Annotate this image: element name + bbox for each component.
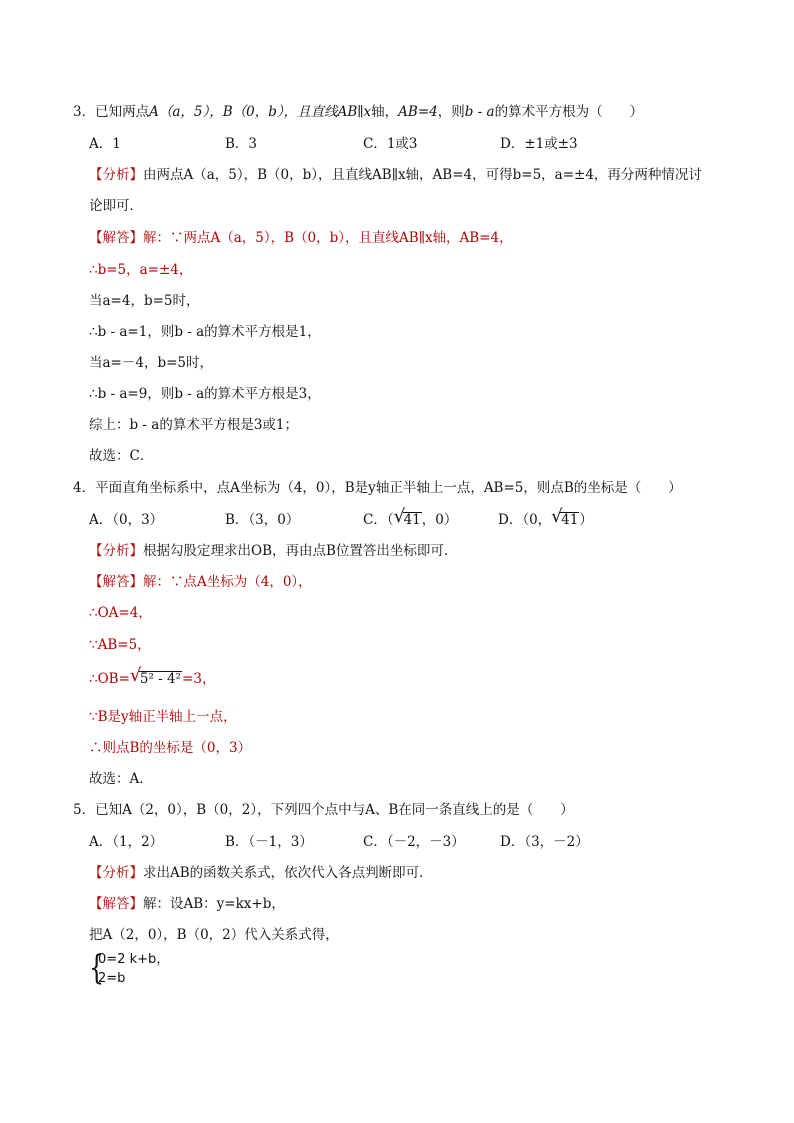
q5-stem: 5．已知A（2，0），B（0，2），下列四个点中与A、B在同一条直线上的是（ ） bbox=[73, 802, 574, 818]
q3-stem-ask: 的算术平方根为（ ） bbox=[494, 104, 644, 120]
solution-tag: 【解答】 bbox=[89, 574, 143, 590]
q4-ob-label: ∴OB= bbox=[89, 671, 130, 687]
q4-option-d-pre: D．（0， bbox=[498, 512, 552, 528]
q4-solution-line bbox=[89, 665, 216, 688]
q3-solution-line: 当a=－4，b=5时， bbox=[89, 355, 213, 371]
q3-analysis bbox=[89, 166, 702, 184]
q4-analysis bbox=[89, 542, 457, 560]
q3-solution-line: ∴b - a=1，则b - a的算术平方根是1， bbox=[89, 324, 321, 340]
q5-solution-line: 解：设AB：y=kx+b， bbox=[143, 896, 285, 912]
q5-option-a: A．（1，2） bbox=[89, 834, 164, 850]
q4-solution-line: ∵B是y轴正半轴上一点， bbox=[89, 709, 237, 725]
equation-1: 0=2 k+b bbox=[98, 952, 157, 967]
q3-solution bbox=[89, 229, 513, 247]
equation-comma: ， bbox=[156, 952, 170, 967]
q3-option-d: D．±1或±3 bbox=[500, 136, 578, 152]
q4-option-c-pre: C．（ bbox=[363, 512, 394, 528]
q4-option-d-post: ） bbox=[579, 512, 593, 528]
q3-option-c: C．1或3 bbox=[363, 136, 418, 152]
q3-solution-line: ∴b - a=9，则b - a的算术平方根是3， bbox=[89, 386, 321, 402]
q5-solution-line: 把A（2，0），B（0，2）代入关系式得， bbox=[89, 927, 339, 943]
q3-stem-length: AB=4 bbox=[398, 104, 438, 120]
q3-stem-points: A（a，5），B（0，b），且直线 bbox=[149, 104, 338, 120]
q3-stem bbox=[73, 103, 643, 121]
q5-option-d: D．（3，－2） bbox=[500, 834, 589, 850]
q3-stem-then: ，则 bbox=[437, 104, 465, 120]
solution-tag: 【解答】 bbox=[89, 230, 143, 246]
q3-stem-expr: b - a bbox=[464, 104, 495, 120]
q4-ob-result: =3， bbox=[182, 671, 216, 687]
q3-stem-line: AB∥x bbox=[337, 104, 372, 120]
q5-analysis-text: 求出AB的函数关系式，依次代入各点判断即可． bbox=[143, 865, 433, 881]
q3-solution-line: ∴b=5，a=±4， bbox=[89, 262, 193, 278]
equation-line: 2=b bbox=[98, 971, 126, 986]
q5-analysis bbox=[89, 864, 433, 882]
q4-solution-line: ∵AB=5， bbox=[89, 637, 151, 653]
q4-option-d bbox=[498, 506, 593, 529]
q4-option-c bbox=[363, 506, 458, 529]
q3-solution-line: 当a=4，b=5时， bbox=[89, 293, 200, 309]
q4-solution bbox=[89, 573, 312, 591]
q3-stem-part: 3．已知两点 bbox=[73, 104, 150, 120]
q3-stem-axis: 轴， bbox=[371, 104, 399, 120]
q5-option-c: C．（－2，－3） bbox=[363, 834, 465, 850]
q4-option-b: B．（3，0） bbox=[225, 512, 300, 528]
q4-answer: 故选：A． bbox=[89, 771, 153, 787]
equation-brace: { bbox=[89, 948, 105, 988]
q4-analysis-text: 根据勾股定理求出OB，再由点B位置答出坐标即可． bbox=[143, 543, 458, 559]
q4-solution-line: ∴OA=4， bbox=[89, 605, 152, 621]
q4-solution-line: ∴则点B的坐标是（0，3） bbox=[89, 740, 252, 756]
q5-option-b: B．（－1，3） bbox=[225, 834, 313, 850]
sqrt-symbol: √ 5² - 4² bbox=[129, 665, 182, 687]
q4-option-c-post: ，0） bbox=[421, 512, 458, 528]
q3-answer: 故选：C． bbox=[89, 448, 154, 464]
q5-solution bbox=[89, 895, 285, 913]
q4-ob-radicand: 5² - 4² bbox=[139, 671, 182, 687]
q3-solution-line: 解：∵两点A（a，5），B（0，b），且直线AB∥x轴，AB=4， bbox=[143, 230, 513, 246]
q3-option-a: A．1 bbox=[89, 136, 121, 152]
q4-option-d-radicand: 41 bbox=[561, 512, 579, 528]
q3-analysis-text: 由两点A（a，5），B（0，b），且直线AB∥x轴，AB=4，可得b=5，a=±4，再分两种情况讨 bbox=[143, 167, 702, 183]
q4-option-c-radicand: 41 bbox=[403, 512, 421, 528]
q4-solution-line: 解：∵点A坐标为（4，0）， bbox=[143, 574, 312, 590]
sqrt-symbol: √ 41 bbox=[393, 506, 421, 528]
analysis-tag: 【分析】 bbox=[89, 543, 143, 559]
q4-option-a: A．（0，3） bbox=[89, 512, 164, 528]
sqrt-symbol: √ 41 bbox=[551, 506, 579, 528]
q3-option-b: B．3 bbox=[225, 136, 258, 152]
q4-stem: 4．平面直角坐标系中，点A坐标为（4，0），B是y轴正半轴上一点，AB=5，则点B的坐标是（ ） bbox=[73, 480, 682, 496]
solution-tag: 【解答】 bbox=[89, 896, 143, 912]
q3-solution-line: 综上：b - a的算术平方根是3或1； bbox=[89, 417, 299, 433]
equation-line bbox=[98, 950, 169, 969]
analysis-tag: 【分析】 bbox=[89, 865, 143, 881]
analysis-tag: 【分析】 bbox=[89, 167, 143, 183]
equation-system bbox=[98, 950, 169, 988]
q3-analysis-cont: 论即可． bbox=[89, 198, 143, 214]
